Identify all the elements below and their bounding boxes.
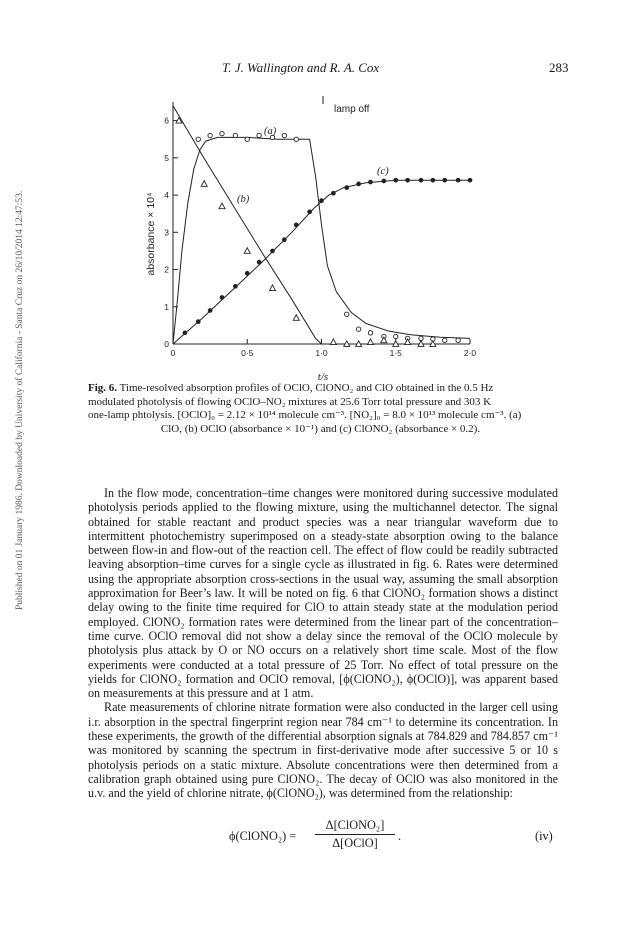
data-point-2 — [201, 181, 207, 187]
y-tick-label: 4 — [164, 190, 169, 201]
y-tick-label: 1 — [164, 301, 169, 312]
caption-line-2: modulated photolysis of flowing OClO–NO₂ mixtures at 25.6 Torr total pressure and 303 K — [88, 395, 492, 408]
data-point-1 — [345, 312, 349, 316]
y-tick-label: 0 — [164, 339, 169, 349]
caption-line-4: ClO, (b) OClO (absorbance × 10⁻¹) and (c) ClONO₂ (absorbance × 0.2). — [160, 422, 481, 435]
x-tick-label: 1·0 — [315, 348, 328, 358]
y-tick-label: 6 — [164, 115, 169, 126]
data-point-1 — [356, 327, 360, 331]
y-tick-label: 2 — [164, 264, 169, 275]
data-point-3 — [468, 178, 472, 182]
series-markers — [176, 117, 472, 346]
paragraph-2: Rate measurements of chlorine nitrate formation were also conducted in the larger cell using i.r. absorption in the spectral fingerprint region near 784 cm⁻¹ to determine its concentration. In these experiments, the growth of the differential absorption signals at 784.829 and 784.857 cm⁻¹ was monitored by scanning the spectrum in first-derivative mode after successive 5 or 10 s photolysis periods on a static mixture. Absolute concentrations were then determined from a calibration graph obtained using pure ClONO₂. The decay of OClO was also monitored in the u.v. and the yield of chlorine nitrate, ϕ(ClONO₂), was determined from the relationship: — [88, 700, 558, 801]
data-point-3 — [282, 238, 286, 242]
equation-period: . — [398, 829, 402, 843]
data-point-3 — [220, 296, 224, 300]
data-point-3 — [419, 178, 423, 182]
curve-label-a: (a) — [264, 126, 277, 137]
data-point-3 — [443, 178, 447, 182]
data-point-3 — [431, 178, 435, 182]
lamp-off-annotation: lamp off — [334, 104, 370, 115]
data-point-3 — [257, 260, 261, 264]
data-point-2 — [368, 339, 374, 345]
equation-fraction — [315, 818, 395, 851]
data-point-3 — [183, 331, 187, 335]
data-point-3 — [245, 271, 249, 275]
page-number: 283 — [549, 60, 569, 75]
data-point-1 — [196, 137, 200, 141]
data-point-1 — [208, 133, 212, 137]
x-tick-label: 0 — [170, 348, 176, 358]
data-point-3 — [308, 210, 312, 214]
data-point-2 — [330, 339, 336, 345]
data-point-1 — [220, 131, 224, 135]
data-point-3 — [394, 178, 398, 182]
data-point-3 — [406, 178, 410, 182]
side-watermark — [4, 110, 25, 610]
data-point-1 — [282, 133, 286, 137]
data-point-3 — [208, 309, 212, 313]
equation-denominator: Δ[OClO] — [332, 836, 378, 850]
equation-iv — [88, 816, 558, 856]
x-tick-label: 0·5 — [241, 348, 254, 358]
data-point-2 — [244, 248, 250, 254]
data-point-3 — [382, 179, 386, 183]
x-axis-label: t/s — [317, 371, 329, 382]
y-tick-label: 5 — [164, 152, 169, 163]
data-point-2 — [293, 315, 299, 321]
x-tick-label: 2·0 — [463, 348, 477, 358]
data-point-3 — [345, 186, 349, 190]
caption-figure-label: Fig. 6. — [88, 382, 118, 394]
data-point-1 — [257, 133, 261, 137]
data-point-3 — [271, 249, 275, 253]
data-point-1 — [368, 331, 372, 335]
data-point-3 — [357, 182, 361, 186]
data-point-1 — [294, 137, 298, 141]
data-point-1 — [394, 334, 398, 338]
curve-label-b: (b) — [237, 194, 250, 205]
data-point-1 — [233, 133, 237, 137]
y-tick-label: 3 — [164, 227, 169, 238]
body-text — [88, 486, 558, 801]
data-point-3 — [320, 199, 324, 203]
x-axis-ticks — [171, 339, 477, 358]
caption-line-1: Time-resolved absorption profiles of OClO, ClONO₂ and ClO obtained in the 0.5 Hz — [117, 382, 494, 394]
data-point-3 — [369, 180, 373, 184]
running-head-authors: T. J. Wallington and R. A. Cox — [222, 60, 380, 75]
data-point-2 — [269, 285, 275, 291]
data-point-3 — [196, 320, 200, 324]
curve-label-c: (c) — [377, 166, 389, 177]
data-point-1 — [245, 137, 249, 141]
series-line-1 — [173, 137, 470, 344]
figure-6-chart — [130, 82, 490, 382]
data-point-3 — [294, 223, 298, 227]
x-tick-label: 1·5 — [389, 348, 402, 358]
data-point-1 — [443, 338, 447, 342]
series-line-3 — [173, 180, 470, 344]
side-watermark-text: Published on 01 January 1986. Downloaded by University of California - Santa Cruz on 26/10/2014 12:47:53. — [15, 190, 25, 610]
caption-line-3: one-lamp phtolysis. [OClO]₀ = 2.12 × 10¹⁴ molecule cm⁻³. [NO₂]₀ = 8.0 × 10¹³ molecule cm⁻³. (a) — [88, 409, 522, 421]
figure-caption — [88, 382, 553, 436]
y-axis-label: absorbance × 10⁴ — [145, 192, 157, 276]
data-point-3 — [456, 178, 460, 182]
paragraph-1: In the flow mode, concentration–time changes were monitored during successive modulated photolysis periods applied to the flowing mixture, using the multichannel detector. The signal obtained for stable reactant and product species was a near triangular waveform due to intermittent photochemistry superimposed on a steady-state absorption owing to the balance between flow-in and flow-out of the reaction cell. The effect of flow could be readily subtracted leaving absorption–time curves for a single cycle as illustrated in fig. 6. Rates were determined using the appropriate absorption cross-sections in the usual way, assuming the small absorption approximation for Beer’s law. It will be noted on fig. 6 that ClONO₂ formation shows a distinct delay owing to the finite time required for ClO to attain steady state at the modulation period employed. ClONO₂ formation rates were determined from the linear part of the concentration–time curve. OClO removal did not show a delay since the removal of the OClO molecule by photolysis plus attack by O or NO occurs on a relatively short time scale. Most of the flow experiments were conducted at a total pressure of 25 Torr. No effect of total pressure on the yields for ClONO₂ formation and OClO removal, [ϕ(ClONO₂), ϕ(OClO)], was apparent based on measurements at this pressure and at 1 atm. — [88, 486, 558, 701]
equation-numerator: Δ[ClONO₂] — [315, 818, 395, 835]
data-point-3 — [331, 191, 335, 195]
series-curves — [173, 106, 470, 344]
data-point-3 — [233, 284, 237, 288]
equation-number: (iv) — [535, 829, 553, 843]
equation-lhs: ϕ(ClONO₂) = — [229, 829, 297, 843]
data-point-1 — [456, 338, 460, 342]
data-point-2 — [219, 203, 225, 209]
